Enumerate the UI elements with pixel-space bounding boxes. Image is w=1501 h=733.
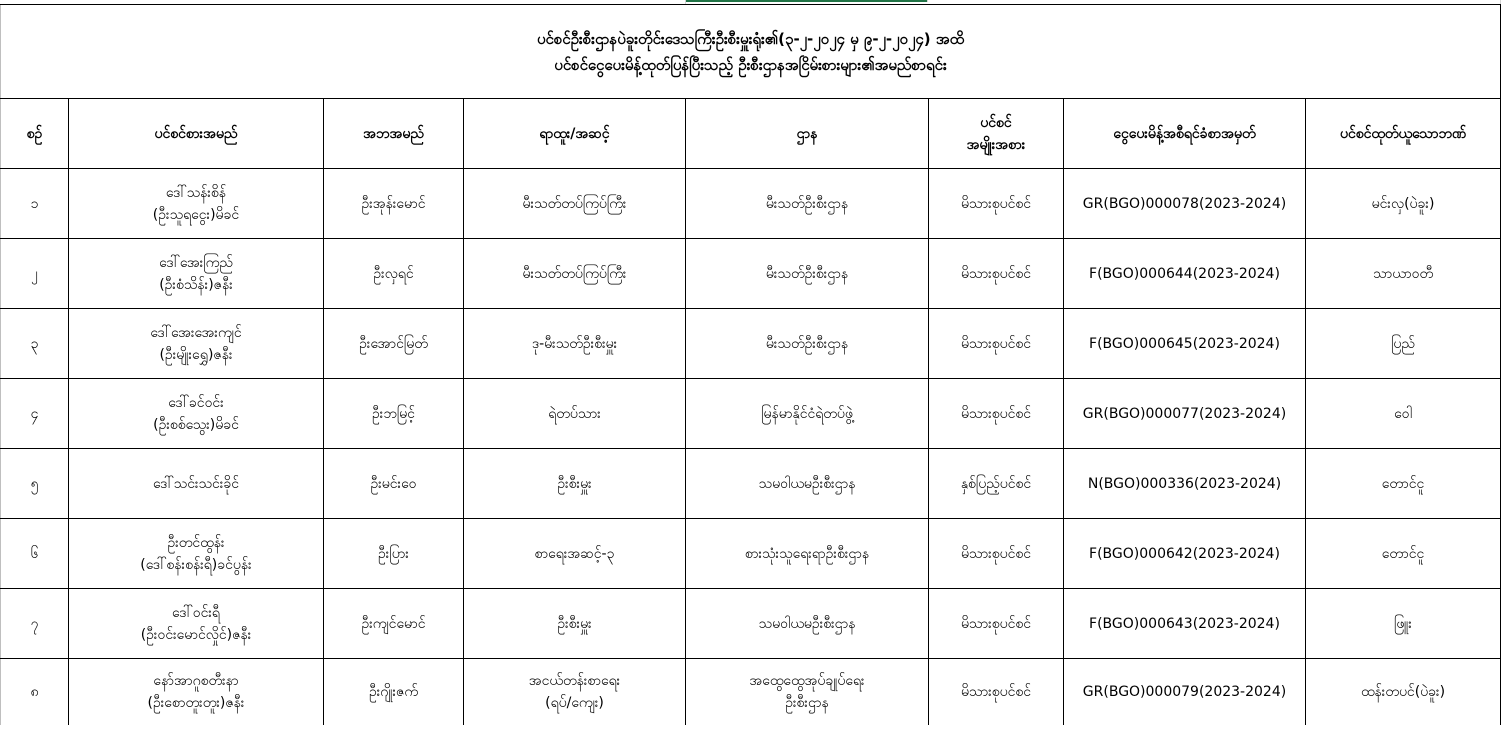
cell-order-number-text: GR(BGO)000078(2023-2024) <box>1082 195 1287 212</box>
cell-pensioner-name <box>69 379 324 449</box>
cell-order-number-text: F(BGO)000644(2023-2024) <box>1089 265 1280 282</box>
cell-no-text: ၅ <box>30 475 39 492</box>
cell-father-name <box>324 589 464 659</box>
header-pension-type-line2: အမျိုးအစား <box>966 136 1026 153</box>
cell-father-name-text: ဦးအောင်မြတ် <box>359 335 428 352</box>
cell-rank <box>464 589 686 659</box>
cell-pension-type-text: မိသားစုပင်စင် <box>960 265 1032 282</box>
cell-rank-text: ဦးစီးမှူး <box>557 615 592 632</box>
cell-order-number <box>1064 589 1306 659</box>
cell-department <box>686 519 929 589</box>
cell-pensioner-name-text: ဒေါ်ခင်ဝင်း <box>168 394 224 411</box>
cell-pensioner-name-text: ဒေါ်သန်းစိန် <box>165 184 227 201</box>
cell-pensioner-name-text: (ဦးစံသိန်း)ဇနီး <box>159 276 233 293</box>
cell-rank-text: အငယ်တန်းစာရေး <box>528 673 621 689</box>
cell-order-number <box>1064 309 1306 379</box>
cell-no <box>1 659 69 726</box>
cell-father-name-text: ဦးအုန်းမောင် <box>361 195 426 212</box>
table-row <box>1 449 1501 519</box>
cell-no-text: ၃ <box>30 335 39 352</box>
cell-father-name-text: ဦးဂျိုးဇက် <box>368 684 419 700</box>
cell-bank <box>1306 379 1501 449</box>
cell-bank-text: တောင်ငူ <box>1381 545 1425 562</box>
cell-department-text: သမဝါယမဦးစီးဌာန <box>758 615 856 632</box>
cell-order-number-text: GR(BGO)000077(2023-2024) <box>1082 405 1287 422</box>
cell-rank <box>464 309 686 379</box>
cell-no <box>1 379 69 449</box>
cell-no <box>1 169 69 239</box>
table-row <box>1 169 1501 239</box>
cell-department <box>686 169 929 239</box>
cell-bank-text: ထန်းတပင်(ပဲခူး) <box>1360 684 1446 700</box>
cell-order-number <box>1064 169 1306 239</box>
cell-rank <box>464 169 686 239</box>
cell-order-number <box>1064 519 1306 589</box>
cell-bank-text: တောင်ငူ <box>1381 475 1425 492</box>
cell-pensioner-name-text: ဒေါ်အေးကြည် <box>159 254 233 271</box>
cell-father-name <box>324 309 464 379</box>
cell-department <box>686 239 929 309</box>
cell-pensioner-name <box>69 239 324 309</box>
cell-pension-type-text: မိသားစုပင်စင် <box>960 405 1032 422</box>
cell-pensioner-name <box>69 309 324 379</box>
cell-pension-type <box>929 169 1064 239</box>
cell-no-text: ၁ <box>30 195 39 212</box>
cell-department-text: မီးသတ်ဦးစီးဌာန <box>765 195 849 212</box>
cell-order-number-text: GR(BGO)000079(2023-2024) <box>1082 684 1287 700</box>
cell-no <box>1 519 69 589</box>
cell-bank <box>1306 519 1501 589</box>
cell-pensioner-name <box>69 589 324 659</box>
cell-rank <box>464 379 686 449</box>
cell-father-name-text: ဦးဘမြင့် <box>372 405 415 422</box>
cell-department <box>686 589 929 659</box>
cell-pension-type <box>929 379 1064 449</box>
cell-pensioner-name <box>69 449 324 519</box>
cell-rank <box>464 449 686 519</box>
cell-pensioner-name-text: ဒေါ်အေးအေးကျင် <box>150 324 242 341</box>
cell-pensioner-name-text: (ဒေါ်စန်းစန်းရီ)ခင်ပွန်း <box>140 556 252 573</box>
cell-rank-text: ဦးစီးမှူး <box>557 475 592 492</box>
cell-rank <box>464 519 686 589</box>
cell-rank <box>464 239 686 309</box>
table-row <box>1 589 1501 659</box>
header-pensioner-name: ပင်စင်စားအမည် <box>69 99 324 169</box>
cell-bank <box>1306 589 1501 659</box>
cell-pensioner-name <box>69 519 324 589</box>
cell-pension-type <box>929 589 1064 659</box>
cell-no-text: ၂ <box>31 265 38 282</box>
cell-bank-text: မင်းလှ(ပဲခူး) <box>1371 195 1435 212</box>
cell-pensioner-name-text: (ဦးစစ်သွေး)မိခင် <box>153 416 239 433</box>
cell-father-name <box>324 379 464 449</box>
cell-father-name-text: ဦးပြား <box>378 545 409 562</box>
header-row <box>1 99 1501 169</box>
cell-bank <box>1306 169 1501 239</box>
cell-department-text: စားသုံးသူရေးရာဦးစီးဌာန <box>744 545 870 562</box>
cell-father-name <box>324 519 464 589</box>
header-rank: ရာထူး/အဆင့် <box>464 99 686 169</box>
header-pension-type <box>929 99 1064 169</box>
table-row <box>1 239 1501 309</box>
cell-department <box>686 379 929 449</box>
cell-bank-text: ဝေါ <box>1394 405 1412 422</box>
cell-father-name <box>324 169 464 239</box>
cell-bank-text: သာယာဝတီ <box>1372 265 1434 282</box>
cell-order-number-text: N(BGO)000336(2023-2024) <box>1087 475 1282 492</box>
cell-no-text: ၄ <box>30 405 39 422</box>
cell-pensioner-name-text: (ဦးစောတူးတူး)ဇနီး <box>147 695 245 711</box>
cell-pension-type-text: မိသားစုပင်စင် <box>960 545 1032 562</box>
header-no: စဉ် <box>1 99 69 169</box>
cell-rank-text: ဒု-မီးသတ်ဦးစီးမှူး <box>531 335 618 352</box>
cell-father-name-text: ဦးလှရင် <box>373 265 414 282</box>
cell-pension-type <box>929 449 1064 519</box>
title-line-2: ပင်စင်ငွေပေးမိန့်ထုတ်ပြန်ပြီးသည့် ဦးစီးဌာနအငြိမ်းစားများ၏အမည်စာရင်း <box>554 55 947 74</box>
cell-pension-type <box>929 519 1064 589</box>
cell-rank-text: မီးသတ်တပ်ကြပ်ကြီး <box>522 195 627 212</box>
cell-order-number <box>1064 449 1306 519</box>
cell-pension-type <box>929 309 1064 379</box>
cell-no-text: ၈ <box>30 684 39 700</box>
cell-bank <box>1306 309 1501 379</box>
cell-pension-type <box>929 659 1064 726</box>
cell-father-name-text: ဦးမင်းဝေ <box>370 475 417 492</box>
table-row <box>1 379 1501 449</box>
header-bank: ပင်စင်ထုတ်ယူသောဘဏ် <box>1306 99 1501 169</box>
cell-pension-type-text: နှစ်ပြည့်ပင်စင် <box>960 475 1032 492</box>
cell-department <box>686 449 929 519</box>
header-pension-type-line1: ပင်စင် <box>980 114 1012 131</box>
table-row <box>1 309 1501 379</box>
cell-pension-type-text: မိသားစုပင်စင် <box>960 335 1032 352</box>
cell-bank <box>1306 239 1501 309</box>
cell-order-number-text: F(BGO)000643(2023-2024) <box>1089 615 1280 632</box>
cell-pension-type <box>929 239 1064 309</box>
cell-order-number <box>1064 379 1306 449</box>
cell-pensioner-name-text: ဦးတင်ထွန်း <box>167 534 225 551</box>
cell-no <box>1 309 69 379</box>
table-row <box>1 519 1501 589</box>
cell-order-number <box>1064 659 1306 726</box>
cell-pensioner-name-text: နော်အာဂူစတီးနာ <box>153 673 239 689</box>
table-title <box>1 5 1501 99</box>
cell-department <box>686 659 929 726</box>
cell-pension-type-text: မိသားစုပင်စင် <box>960 615 1032 632</box>
header-order-number: ငွေပေးမိန့်အစီရင်ခံစာအမှတ် <box>1064 99 1306 169</box>
cell-bank-text: ဖြူး <box>1394 615 1412 632</box>
cell-pensioner-name <box>69 169 324 239</box>
cell-rank-text: မီးသတ်တပ်ကြပ်ကြီး <box>522 265 627 282</box>
cell-order-number-text: F(BGO)000642(2023-2024) <box>1089 545 1280 562</box>
cell-department-text: ဦးစီးဌာန <box>785 695 829 711</box>
cell-rank-text: ရဲတပ်သား <box>548 405 601 422</box>
cell-department-text: သမဝါယမဦးစီးဌာန <box>758 475 856 492</box>
cell-rank <box>464 659 686 726</box>
header-father-name: အဘအမည် <box>324 99 464 169</box>
pension-table <box>0 4 1501 725</box>
cell-pensioner-name-text: ဒေါ်ဝင်းရီ <box>172 604 220 621</box>
cell-no <box>1 449 69 519</box>
cell-no-text: ၆ <box>30 545 39 562</box>
cell-rank-text: စာရေးအဆင့်-၃ <box>534 545 615 562</box>
cell-pensioner-name-text: (ဦးမျိုးရွှေ)ဇနီး <box>159 346 233 363</box>
cell-department-text: မီးသတ်ဦးစီးဌာန <box>765 335 849 352</box>
title-line-1: ပင်စင်ဦးစီးဌာနပဲခူးတိုင်းဒေသကြီးဦးစီးမှူးရုံး၏(၃-၂-၂၀၂၄ မှ ၉-၂-၂၀၂၄) အထိ <box>536 29 965 48</box>
cell-father-name <box>324 659 464 726</box>
cell-pensioner-name-text: ဒေါ်သင်းသင်းခိုင် <box>152 475 240 492</box>
cell-department <box>686 309 929 379</box>
cell-father-name <box>324 239 464 309</box>
header-department: ဌာန <box>686 99 929 169</box>
cell-department-text: မီးသတ်ဦးစီးဌာန <box>765 265 849 282</box>
cell-bank <box>1306 659 1501 726</box>
selected-column-indicator <box>686 0 928 2</box>
cell-father-name <box>324 449 464 519</box>
cell-department-text: အထွေထွေအုပ်ချုပ်ရေး <box>749 673 865 689</box>
cell-pension-type-text: မိသားစုပင်စင် <box>960 684 1032 700</box>
cell-order-number-text: F(BGO)000645(2023-2024) <box>1089 335 1280 352</box>
cell-rank-text: (ရပ်/ကျေး) <box>545 695 604 711</box>
cell-pensioner-name-text: (ဦးသူရငွေး)မိခင် <box>152 206 240 223</box>
cell-bank-text: ပြည် <box>1391 335 1415 352</box>
cell-pensioner-name-text: (ဦးဝင်းမောင်လှိုင်)ဇနီး <box>140 626 252 643</box>
cell-father-name-text: ဦးကျင်မောင် <box>361 615 426 632</box>
cell-department-text: မြန်မာနိုင်ငံရဲတပ်ဖွဲ့ <box>761 405 853 422</box>
cell-no-text: ၇ <box>30 615 39 632</box>
cell-pensioner-name <box>69 659 324 726</box>
cell-bank <box>1306 449 1501 519</box>
cell-pension-type-text: မိသားစုပင်စင် <box>960 195 1032 212</box>
cell-no <box>1 589 69 659</box>
cell-order-number <box>1064 239 1306 309</box>
table-row <box>1 659 1501 726</box>
cell-no <box>1 239 69 309</box>
